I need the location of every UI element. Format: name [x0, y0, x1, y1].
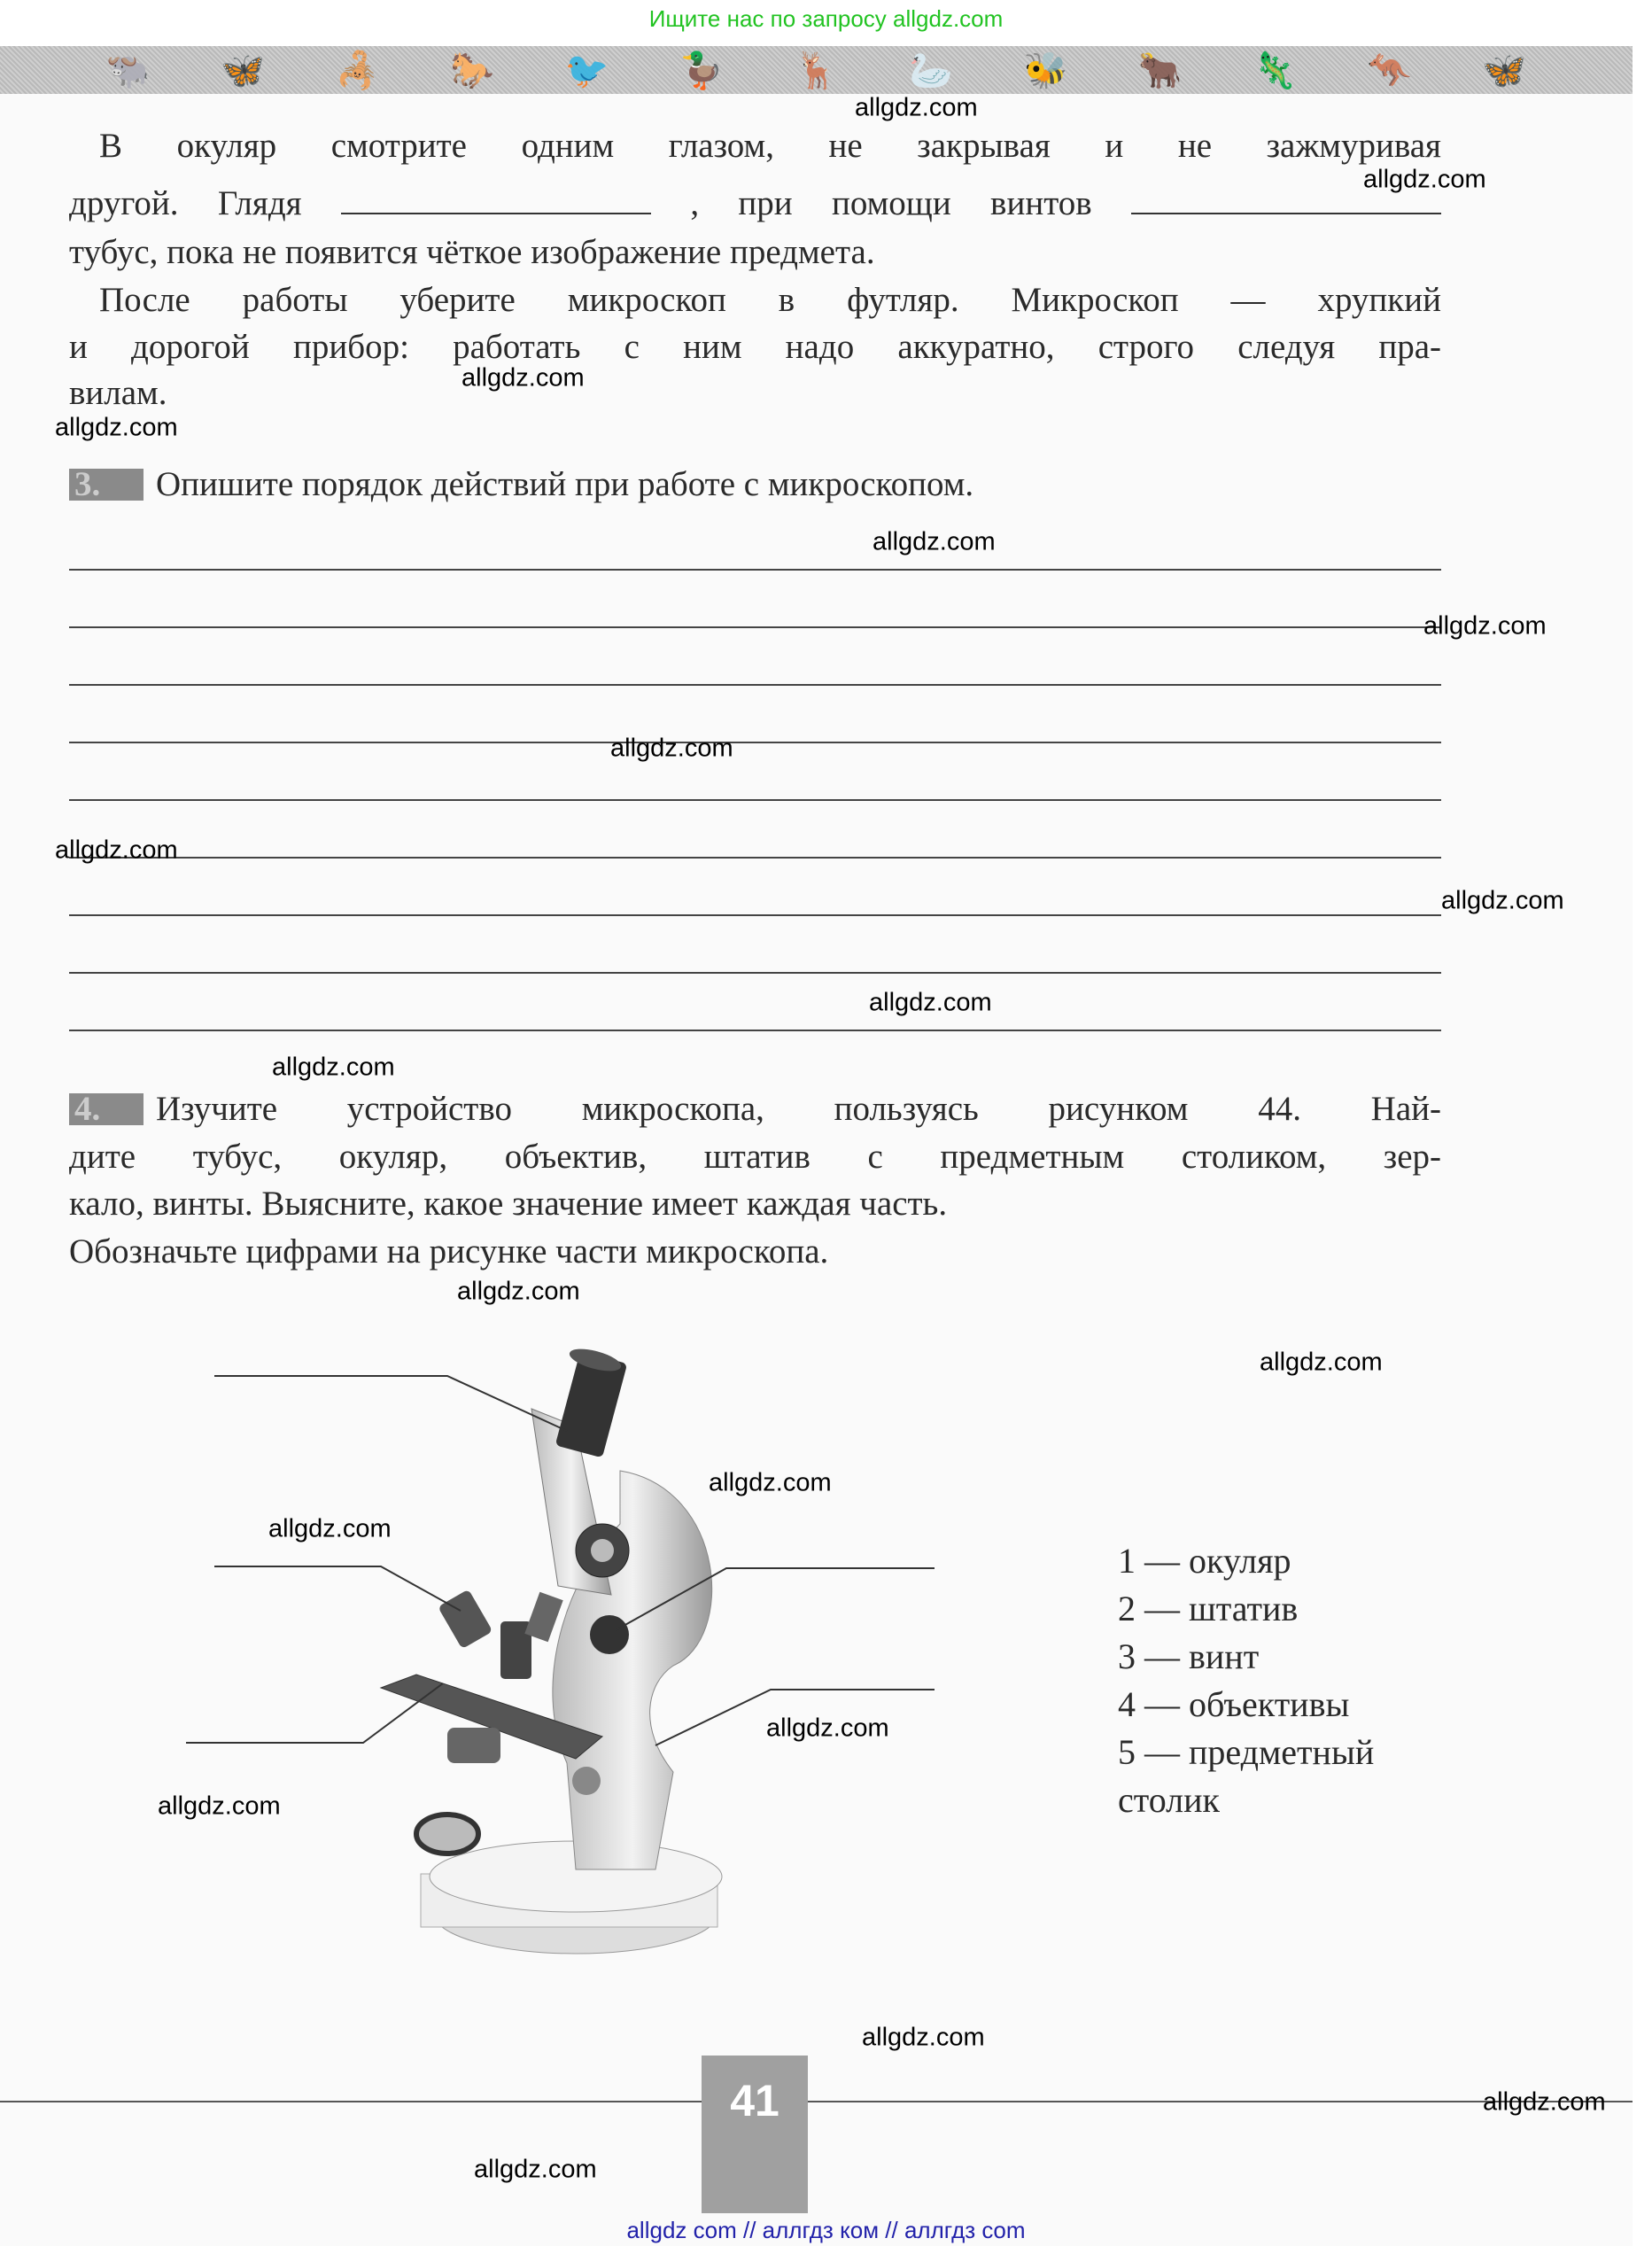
- task-4-line: Обозначьте цифрами на рисунке части микроскопа.: [69, 1232, 829, 1271]
- paragraph-line: тубус, пока не появится чёткое изображение предмета.: [69, 233, 875, 271]
- page-number: 41: [702, 2056, 808, 2213]
- task-4-line: дите тубус, окуляр, объектив, штатив с предметным столиком, зер-: [69, 1138, 1441, 1176]
- mirror: [416, 1815, 478, 1854]
- top-search-note: Ищите нас по запросу allgdz.com: [648, 5, 1004, 32]
- heron-icon: 🦢: [908, 50, 953, 91]
- watermark: allgdz.com: [869, 988, 992, 1017]
- task-4-line: кало, винты. Выясните, какое значение имеет каждая часть.: [69, 1185, 948, 1223]
- microscope-illustration: [381, 1345, 722, 1954]
- task-text: Изучите устройство микроскопа, пользуясь рисунком 44. Най-: [156, 1090, 1441, 1128]
- task-number: 3.: [69, 469, 143, 501]
- parts-legend: [1118, 1537, 1374, 1824]
- buffalo-icon: 🐂: [1137, 50, 1183, 91]
- butterfly-icon: 🦋: [221, 50, 266, 91]
- text-fragment: другой. Глядя: [69, 184, 302, 222]
- watermark: allgdz.com: [461, 363, 585, 392]
- bison-icon: 🐃: [105, 50, 151, 91]
- watermark: allgdz.com: [1363, 165, 1486, 194]
- watermark: allgdz.com: [268, 1514, 392, 1543]
- watermark: allgdz.com: [1423, 611, 1547, 641]
- watermark: allgdz.com: [610, 734, 733, 763]
- lizard-icon: 🦎: [1253, 50, 1298, 91]
- watermark: allgdz.com: [474, 2155, 597, 2184]
- leader-line: [214, 1376, 567, 1431]
- watermark: allgdz.com: [1260, 1348, 1383, 1377]
- insect-icon: 🐝: [1023, 50, 1068, 91]
- kangaroo-icon: 🦘: [1367, 50, 1412, 91]
- watermark: allgdz.com: [855, 93, 978, 122]
- watermark: allgdz.com: [158, 1791, 281, 1821]
- paragraph-line: В окуляр смотрите одним глазом, не закрывая и не зажмуривая: [99, 127, 1441, 165]
- paragraph-line: вилам.: [69, 374, 167, 412]
- moth-icon: 🦋: [1482, 50, 1527, 91]
- watermark: allgdz.com: [1441, 886, 1564, 915]
- watermark: allgdz.com: [55, 413, 178, 442]
- watermark: allgdz.com: [873, 527, 996, 556]
- watermark: allgdz.com: [272, 1053, 395, 1082]
- watermark: allgdz.com: [457, 1277, 580, 1306]
- text-fragment: , при помощи винтов: [690, 184, 1092, 222]
- duck-icon: 🦆: [679, 50, 724, 91]
- leader-line: [214, 1566, 461, 1611]
- footer-rule: [0, 2101, 1633, 2102]
- watermark: allgdz.com: [55, 835, 178, 865]
- horse-icon: 🐎: [450, 50, 494, 91]
- watermark: allgdz.com: [862, 2023, 985, 2052]
- legend-item: 4 — объективы: [1118, 1684, 1350, 1724]
- deer-icon: 🦌: [794, 50, 839, 91]
- watermark: allgdz.com: [766, 1714, 889, 1743]
- legend-item: 3 — винт: [1118, 1636, 1260, 1676]
- task-text: Опишите порядок действий при работе с микроскопом.: [156, 465, 974, 503]
- legend-item: столик: [1118, 1780, 1220, 1820]
- paragraph-line: и дорогой прибор: работать с ним надо аккуратно, строго следуя пра-: [69, 328, 1441, 366]
- watermark: allgdz.com: [709, 1468, 832, 1497]
- task-number: 4.: [69, 1093, 143, 1125]
- watermark: allgdz.com: [1483, 2087, 1606, 2117]
- legend-item: 1 — окуляр: [1118, 1541, 1291, 1581]
- legend-item: 2 — штатив: [1118, 1589, 1299, 1628]
- paragraph-line: После работы уберите микроскоп в футляр. Микроскоп — хрупкий: [99, 281, 1441, 319]
- scorpion-icon: 🦂: [335, 50, 380, 91]
- fine-knob: [590, 1615, 629, 1654]
- legend-item: 5 — предметный: [1118, 1732, 1375, 1772]
- objectives: [438, 1589, 563, 1679]
- bird-icon: 🐦: [564, 50, 609, 91]
- bottom-note: allgdz com // аллгдз ком // аллгдз com: [626, 2217, 1026, 2243]
